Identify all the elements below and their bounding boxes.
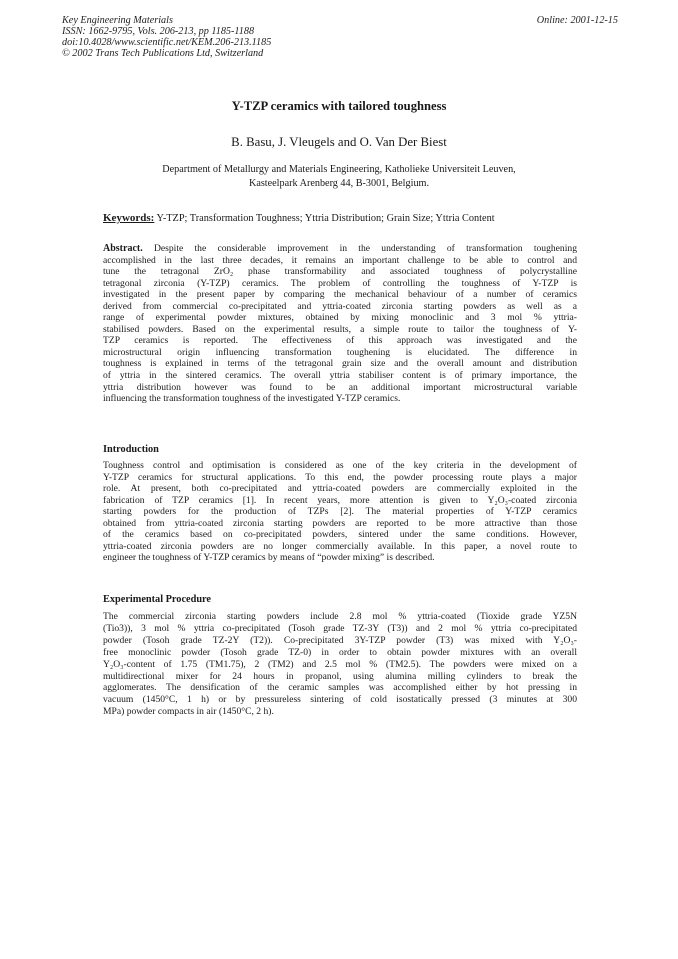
experimental-line: The commercial zirconia starting powders include 2.8 mol % yttria-coated (Tioxide grade YZ5N — [103, 611, 577, 622]
experimental-line: powder (Tosoh grade TZ-2Y (T2)). Co-precipitated 3Y-TZP powder (T3) was mixed with Y₂O₃- — [103, 634, 577, 646]
abstract-line: tune the tetragonal ZrO₂ phase transformability and associated toughness of polycrystalline — [103, 266, 577, 278]
experimental-line: free monoclinic powder (Tosoh grade TZ-0) in order to obtain powder mixtures with an overall — [103, 646, 577, 658]
doi-line[interactable]: doi:10.4028/www.scientific.net/KEM.206-213.1185 — [62, 37, 272, 48]
experimental-line: Y₂O₃-content of 1.75 (TM1.75), 2 (TM2) and 2.5 mol % (TM2.5). The powders were mixed on a — [103, 658, 577, 670]
journal-name: Key Engineering Materials — [62, 15, 173, 26]
abstract — [103, 243, 577, 405]
issn-line: ISSN: 1662-9795, Vols. 206-213, pp 1185-1188 — [62, 26, 255, 37]
abstract-line: stabilised powders. Based on the experimental results, a simple route to tailor the toughness of Y- — [103, 323, 577, 335]
abstract-line: yttria distribution however was found to be an additional important microstructural variable — [103, 381, 577, 393]
abstract-line: range of experimental powder mixtures, obtained by mixing monoclinic and 3 mol % yttria- — [103, 312, 577, 324]
abstract-line: accomplished in the last three decades, it remains an important challenge to be able to control and — [103, 254, 577, 266]
section-heading-introduction: Introduction — [103, 444, 159, 455]
abstract-line: tetragonal zirconia (Y-TZP) ceramics. The problem of controlling the toughness of Y-TZP is — [103, 277, 577, 289]
abstract-line: Abstract. Despite the considerable improvement in the understanding of transformation toughening — [103, 243, 577, 254]
experimental-line: (Tio3)), 3 mol % yttria co-precipitated (Tosoh grade TZ-3Y (T3)) and 2 mol % yttria co-precipitated — [103, 622, 577, 634]
author-list: B. Basu, J. Vleugels and O. Van Der Biest — [231, 135, 447, 149]
intro-line: Toughness control and optimisation is considered as one of the key criteria in the development of — [103, 460, 577, 471]
keywords-label: Keywords: — [103, 212, 155, 224]
intro-line: yttria-coated zirconia powders are no longer commercially available. In this paper, a novel route to — [103, 540, 577, 552]
section-heading-experimental: Experimental Procedure — [103, 594, 212, 605]
intro-line: obtained from yttria-coated zirconia starting powders are reported to be more attractive than those — [103, 517, 577, 529]
copyright-line: © 2002 Trans Tech Publications Ltd, Switzerland — [62, 48, 264, 59]
intro-line: starting powders for the production of TZPs [2]. The material properties of Y-TZP ceramics — [103, 506, 577, 518]
affiliation — [0, 163, 678, 190]
experimental-line: agglomerates. The densification of the ceramic samples was accomplished either by hot pressing in — [103, 682, 577, 694]
keywords-text: Y-TZP; Transformation Toughness; Yttria Distribution; Grain Size; Yttria Content — [154, 213, 495, 224]
intro-line: fabrication of TZP ceramics [1]. In recent years, more attention is given to Y₂O₃-coated zirconia — [103, 494, 577, 506]
abstract-line: investigated in the present paper by comparing the mechanical behaviour of a number of ceramics — [103, 289, 577, 301]
experimental-line: MPa) powder compacts in air (1450°C, 2 h). — [103, 706, 274, 718]
experimental-body — [103, 611, 577, 718]
intro-line: of the ceramics based on co-precipitated powders, sintered under the same conditions. However, — [103, 529, 577, 541]
experimental-line: multidirectional mixer for 24 hours in propanol, using alumina milling cylinders to break the — [103, 670, 577, 682]
intro-line: role. At present, both co-precipitated and yttria-coated powders are commercially exploited in the — [103, 483, 577, 495]
journal-header — [62, 15, 618, 59]
paper-title: Y-TZP ceramics with tailored toughness — [231, 99, 447, 113]
introduction-body — [103, 460, 577, 564]
abstract-line: toughness is explained in terms of the tetragonal grain size and the overall amount and distribution — [103, 358, 577, 370]
keywords — [103, 212, 583, 224]
abstract-line: microstructural origin influencing transformation toughening is elucidated. The difference in — [103, 346, 577, 358]
affiliation-line: Kasteelpark Arenberg 44, B-3001, Belgium. — [248, 177, 430, 189]
abstract-line: TZP ceramics is reported. The effectiveness of this approach was investigated and the — [103, 335, 577, 347]
abstract-line: of yttria in the sintered ceramics. The overall yttria stabiliser content is of primary importance, the — [103, 370, 577, 382]
experimental-line: vacuum (1450°C, 1 h) or by pressureless sintering of cold isostatically pressed (3 minutes at 300 — [103, 694, 577, 706]
intro-line: engineer the toughness of Y-TZP ceramics by means of “powder mixing” is described. — [103, 552, 435, 564]
online-date: Online: 2001-12-15 — [536, 15, 618, 26]
abstract-line: derived from commercial co-precipitated and yttria-coated zirconia starting powders as well as a — [103, 300, 577, 312]
abstract-line: influencing the transformation toughness of the investigated Y-TZP ceramics. — [103, 393, 401, 405]
intro-line: Y-TZP ceramics for structural applications. To this end, the powder processing route plays a major — [103, 471, 577, 483]
affiliation-line: Department of Metallurgy and Materials Engineering, Katholieke Universiteit Leuven, — [162, 164, 516, 175]
abstract-label: Abstract. — [103, 243, 143, 254]
